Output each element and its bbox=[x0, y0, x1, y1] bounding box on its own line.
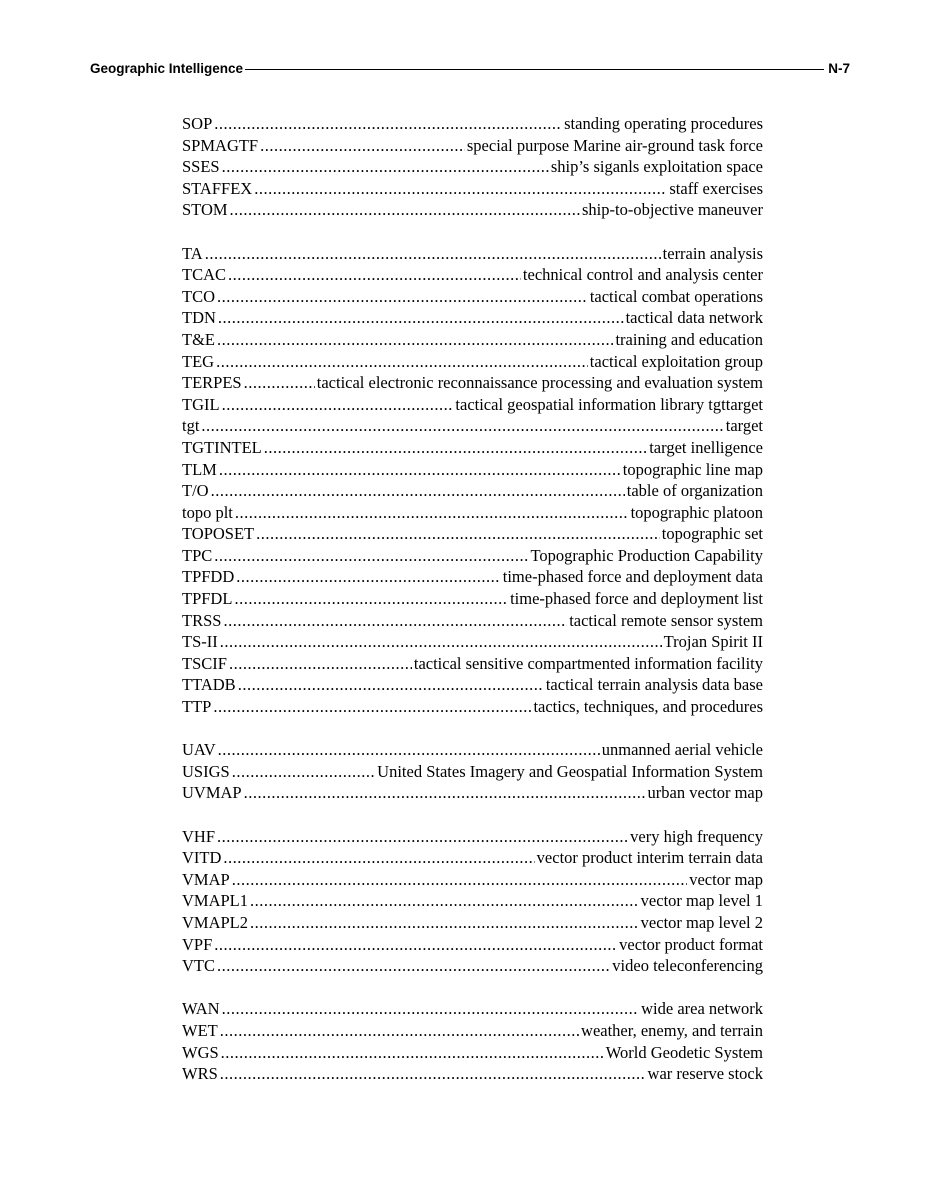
glossary-entry bbox=[182, 998, 763, 1020]
entry-definition: Topographic Production Capability bbox=[530, 545, 763, 565]
dot-leader bbox=[217, 826, 628, 848]
entry-definition: table of organization bbox=[626, 481, 763, 501]
entry-definition: World Geodetic System bbox=[605, 1042, 763, 1062]
dot-leader bbox=[220, 1063, 646, 1085]
entry-abbreviation: UAV bbox=[182, 740, 216, 760]
glossary-entry bbox=[182, 934, 763, 956]
entry-abbreviation: USIGS bbox=[182, 761, 230, 781]
glossary-entry bbox=[182, 243, 763, 265]
dot-leader bbox=[218, 739, 600, 761]
glossary-entry bbox=[182, 847, 763, 869]
glossary-entry bbox=[182, 674, 763, 696]
dot-leader bbox=[222, 156, 549, 178]
entry-abbreviation: TPC bbox=[182, 545, 213, 565]
glossary-entry bbox=[182, 890, 763, 912]
entry-abbreviation: WGS bbox=[182, 1042, 219, 1062]
dot-leader bbox=[216, 351, 588, 373]
entry-abbreviation: VHF bbox=[182, 826, 216, 846]
glossary-entry bbox=[182, 502, 763, 524]
chapter-title: Geographic Intelligence bbox=[90, 60, 244, 76]
dot-leader bbox=[256, 523, 660, 545]
entry-abbreviation: T/O bbox=[182, 481, 209, 501]
entry-abbreviation: TLM bbox=[182, 459, 217, 479]
entry-definition: time-phased force and deployment data bbox=[502, 567, 763, 587]
entry-definition: tactical geospatial information library tgttarget bbox=[455, 394, 763, 414]
entry-abbreviation: VMAP bbox=[182, 869, 230, 889]
dot-leader bbox=[254, 178, 667, 200]
running-header bbox=[90, 59, 850, 77]
entry-abbreviation: WRS bbox=[182, 1064, 218, 1084]
entry-definition: tactical remote sensor system bbox=[569, 610, 763, 630]
entry-definition: unmanned aerial vehicle bbox=[601, 740, 763, 760]
glossary-group bbox=[182, 739, 763, 804]
glossary-entry bbox=[182, 696, 763, 718]
entry-abbreviation: WAN bbox=[182, 999, 220, 1019]
entry-abbreviation: STAFFEX bbox=[182, 178, 253, 198]
dot-leader bbox=[264, 437, 647, 459]
dot-leader bbox=[250, 912, 639, 934]
entry-definition: vector product interim terrain data bbox=[536, 848, 763, 868]
entry-abbreviation: TCO bbox=[182, 286, 215, 306]
entry-abbreviation: TTADB bbox=[182, 675, 236, 695]
entry-definition: topographic line map bbox=[622, 459, 763, 479]
entry-abbreviation: VMAPL1 bbox=[182, 891, 249, 911]
entry-definition: special purpose Marine air-ground task force bbox=[466, 135, 763, 155]
entry-definition: time-phased force and deployment list bbox=[510, 589, 763, 609]
entry-definition: Trojan Spirit II bbox=[663, 632, 763, 652]
glossary-entry bbox=[182, 372, 763, 394]
glossary-entry bbox=[182, 739, 763, 761]
entry-abbreviation: tgt bbox=[182, 416, 200, 436]
entry-abbreviation: TOPOSET bbox=[182, 524, 255, 544]
entry-definition: topographic set bbox=[661, 524, 763, 544]
entry-abbreviation: TGIL bbox=[182, 394, 220, 414]
entry-definition: vector map level 2 bbox=[640, 912, 763, 932]
glossary-entry bbox=[182, 782, 763, 804]
entry-definition: war reserve stock bbox=[647, 1064, 763, 1084]
dot-leader bbox=[218, 307, 624, 329]
dot-leader bbox=[221, 1042, 604, 1064]
entry-abbreviation: TERPES bbox=[182, 373, 242, 393]
glossary-entry bbox=[182, 761, 763, 783]
glossary-entry bbox=[182, 1042, 763, 1064]
entry-abbreviation: TGTINTEL bbox=[182, 437, 262, 457]
entry-abbreviation: SOP bbox=[182, 114, 213, 133]
dot-leader bbox=[223, 847, 534, 869]
entry-definition: tactical exploitation group bbox=[589, 351, 763, 371]
dot-leader bbox=[244, 372, 315, 394]
dot-leader bbox=[220, 1020, 579, 1042]
glossary-list bbox=[182, 113, 763, 1106]
glossary-entry bbox=[182, 329, 763, 351]
entry-abbreviation: UVMAP bbox=[182, 783, 242, 803]
entry-definition: tactical combat operations bbox=[589, 286, 763, 306]
entry-definition: staff exercises bbox=[669, 178, 763, 198]
glossary-group bbox=[182, 113, 763, 221]
dot-leader bbox=[220, 631, 662, 653]
glossary-entry bbox=[182, 437, 763, 459]
entry-abbreviation: WET bbox=[182, 1020, 218, 1040]
entry-definition: topographic platoon bbox=[630, 502, 763, 522]
glossary-entry bbox=[182, 653, 763, 675]
dot-leader bbox=[229, 653, 412, 675]
entry-definition: video teleconferencing bbox=[612, 956, 763, 976]
dot-leader bbox=[236, 566, 501, 588]
dot-leader bbox=[232, 869, 688, 891]
dot-leader bbox=[217, 329, 613, 351]
entry-abbreviation: TPFDD bbox=[182, 567, 235, 587]
entry-abbreviation: TCAC bbox=[182, 265, 227, 285]
entry-abbreviation: SPMAGTF bbox=[182, 135, 259, 155]
entry-definition: tactical sensitive compartmented information facility bbox=[413, 653, 763, 673]
dot-leader bbox=[222, 998, 640, 1020]
dot-leader bbox=[214, 113, 562, 135]
entry-definition: tactics, techniques, and procedures bbox=[533, 697, 763, 717]
dot-leader bbox=[213, 696, 531, 718]
dot-leader bbox=[205, 243, 661, 265]
dot-leader bbox=[232, 761, 375, 783]
entry-abbreviation: TS-II bbox=[182, 632, 218, 652]
glossary-entry bbox=[182, 588, 763, 610]
dot-leader bbox=[219, 459, 621, 481]
entry-definition: tactical electronic reconnaissance processing and evaluation system bbox=[316, 373, 763, 393]
entry-abbreviation: VMAPL2 bbox=[182, 912, 249, 932]
glossary-entry bbox=[182, 156, 763, 178]
entry-abbreviation: SSES bbox=[182, 157, 220, 177]
glossary-group bbox=[182, 826, 763, 977]
entry-definition: vector map bbox=[689, 869, 763, 889]
entry-abbreviation: TA bbox=[182, 243, 203, 263]
glossary-entry bbox=[182, 264, 763, 286]
entry-definition: target bbox=[725, 416, 763, 436]
entry-abbreviation: STOM bbox=[182, 200, 228, 220]
dot-leader bbox=[260, 135, 465, 157]
entry-abbreviation: TDN bbox=[182, 308, 216, 328]
glossary-entry bbox=[182, 869, 763, 891]
glossary-entry bbox=[182, 199, 763, 221]
dot-leader bbox=[217, 286, 588, 308]
dot-leader bbox=[234, 588, 508, 610]
entry-definition: target inelligence bbox=[649, 437, 763, 457]
glossary-entry bbox=[182, 286, 763, 308]
header-rule bbox=[245, 69, 824, 70]
entry-definition: very high frequency bbox=[630, 826, 763, 846]
entry-definition: tactical data network bbox=[625, 308, 763, 328]
glossary-entry bbox=[182, 459, 763, 481]
glossary-entry bbox=[182, 135, 763, 157]
page-number: N-7 bbox=[828, 60, 850, 76]
glossary-entry bbox=[182, 610, 763, 632]
entry-abbreviation: T&E bbox=[182, 329, 215, 349]
entry-abbreviation: TPFDL bbox=[182, 589, 233, 609]
entry-abbreviation: VPF bbox=[182, 934, 213, 954]
glossary-entry bbox=[182, 912, 763, 934]
dot-leader bbox=[222, 394, 454, 416]
glossary-group bbox=[182, 243, 763, 718]
entry-definition: standing operating procedures bbox=[564, 114, 763, 133]
glossary-entry bbox=[182, 480, 763, 502]
glossary-entry bbox=[182, 178, 763, 200]
dot-leader bbox=[238, 674, 544, 696]
entry-abbreviation: VITD bbox=[182, 848, 222, 868]
entry-definition: urban vector map bbox=[647, 783, 763, 803]
glossary-entry bbox=[182, 307, 763, 329]
glossary-entry bbox=[182, 631, 763, 653]
dot-leader bbox=[223, 610, 567, 632]
entry-abbreviation: VTC bbox=[182, 956, 215, 976]
dot-leader bbox=[214, 934, 617, 956]
glossary-entry bbox=[182, 415, 763, 437]
dot-leader bbox=[214, 545, 528, 567]
glossary-entry bbox=[182, 566, 763, 588]
entry-abbreviation: TTP bbox=[182, 697, 212, 717]
entry-abbreviation: TRSS bbox=[182, 610, 222, 630]
entry-definition: training and education bbox=[615, 329, 763, 349]
glossary-entry bbox=[182, 113, 763, 135]
glossary-entry bbox=[182, 351, 763, 373]
entry-definition: tactical terrain analysis data base bbox=[545, 675, 763, 695]
dot-leader bbox=[230, 199, 580, 221]
dot-leader bbox=[235, 502, 629, 524]
glossary-entry bbox=[182, 545, 763, 567]
entry-definition: ship’s siganls exploitation space bbox=[550, 157, 763, 177]
entry-definition: United States Imagery and Geospatial Information System bbox=[377, 761, 763, 781]
glossary-entry bbox=[182, 826, 763, 848]
glossary-entry bbox=[182, 523, 763, 545]
entry-abbreviation: topo plt bbox=[182, 502, 233, 522]
glossary-entry bbox=[182, 1063, 763, 1085]
dot-leader bbox=[211, 480, 625, 502]
entry-abbreviation: TSCIF bbox=[182, 653, 227, 673]
entry-abbreviation: TEG bbox=[182, 351, 215, 371]
entry-definition: ship-to-objective maneuver bbox=[582, 200, 763, 220]
dot-leader bbox=[228, 264, 521, 286]
glossary-entry bbox=[182, 955, 763, 977]
dot-leader bbox=[244, 782, 646, 804]
entry-definition: weather, enemy, and terrain bbox=[581, 1020, 763, 1040]
entry-definition: vector map level 1 bbox=[640, 891, 763, 911]
entry-definition: vector product format bbox=[619, 934, 763, 954]
entry-definition: wide area network bbox=[641, 999, 763, 1019]
glossary-entry bbox=[182, 1020, 763, 1042]
entry-definition: terrain analysis bbox=[662, 243, 763, 263]
glossary-group bbox=[182, 998, 763, 1084]
dot-leader bbox=[201, 415, 723, 437]
dot-leader bbox=[217, 955, 610, 977]
dot-leader bbox=[250, 890, 639, 912]
glossary-entry bbox=[182, 394, 763, 416]
entry-definition: technical control and analysis center bbox=[522, 265, 763, 285]
